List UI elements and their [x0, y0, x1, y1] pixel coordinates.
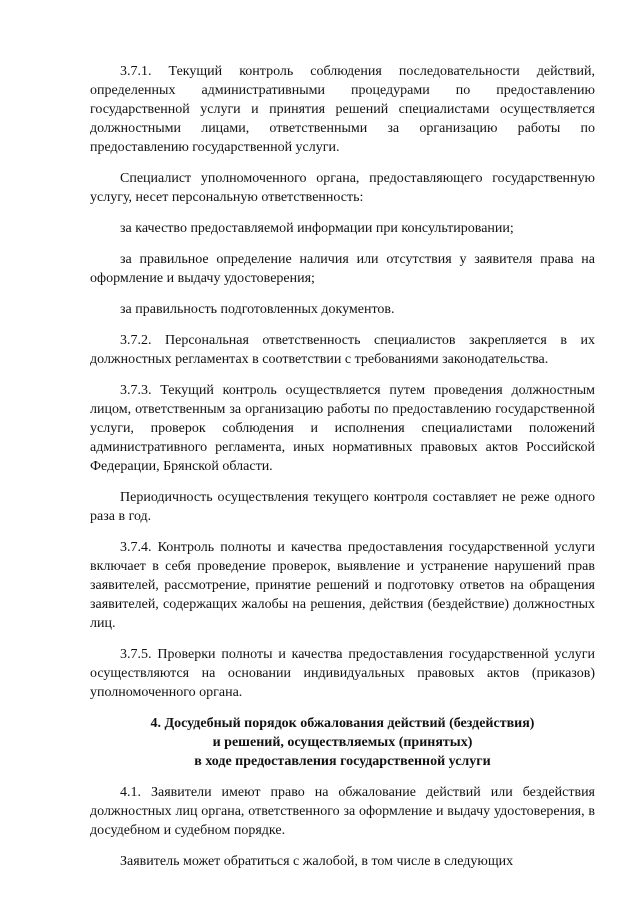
paragraph-3-7-1: 3.7.1. Текущий контроль соблюдения последовательности действий, определенных административными процедурами по предоставлению государственной услуги и принятия решений специалистами осуществляется должностными лицами, ответственными за организацию работы по предоставлению государственной услуги. — [90, 64, 595, 155]
section-4-heading-line-3: в ходе предоставления государственной услуги — [194, 754, 491, 769]
paragraph-complaint-cases: Заявитель может обратиться с жалобой, в том числе в следующих — [120, 854, 514, 869]
section-4-heading-line-1: 4. Досудебный порядок обжалования действий (бездействия) — [150, 716, 535, 731]
paragraph-3-7-5: 3.7.5. Проверки полноты и качества предоставления государственной услуги осуществляются на основании индивидуальных правовых актов (приказов) уполномоченного органа. — [90, 647, 595, 700]
paragraph-control-periodicity: Периодичность осуществления текущего контроля составляет не реже одного раза в год. — [90, 490, 595, 524]
section-4-heading-line-2: и решений, осуществляемых (принятых) — [212, 735, 473, 750]
paragraph-responsibility-item-2: за правильное определение наличия или отсутствия у заявителя права на оформление и выдачу удостоверения; — [90, 252, 595, 286]
paragraph-4-1: 4.1. Заявители имеют право на обжалование действий или бездействия должностных лиц органа, ответственного за оформление и выдачу удостоверения, в досудебном и судебном порядке. — [90, 785, 595, 838]
paragraph-3-7-2: 3.7.2. Персональная ответственность специалистов закрепляется в их должностных регламентах в соответствии с требованиями законодательства. — [90, 333, 595, 367]
paragraph-3-7-4: 3.7.4. Контроль полноты и качества предоставления государственной услуги включает в себя проведение проверок, выявление и устранение нарушений прав заявителей, рассмотрение, принятие решений и подготовку ответов на обращения заявителей, содержащих жалобы на решения, действия (бездействие) должностных лиц. — [90, 540, 595, 631]
document-page — [90, 62, 595, 871]
paragraph-specialist-responsibility: Специалист уполномоченного органа, предоставляющего государственную услугу, несет персональную ответственность: — [90, 171, 595, 205]
paragraph-3-7-3: 3.7.3. Текущий контроль осуществляется путем проведения должностным лицом, ответственным за организацию работы по предоставлению государственной услуги, проверок соблюдения и исполнения специалистами положений административного регламента, иных нормативных правовых актов Российской Федерации, Брянской области. — [90, 383, 595, 474]
paragraph-responsibility-item-3: за правильность подготовленных документов. — [120, 302, 395, 317]
paragraph-responsibility-item-1: за качество предоставляемой информации при консультировании; — [120, 221, 514, 236]
section-4-heading — [90, 714, 595, 771]
